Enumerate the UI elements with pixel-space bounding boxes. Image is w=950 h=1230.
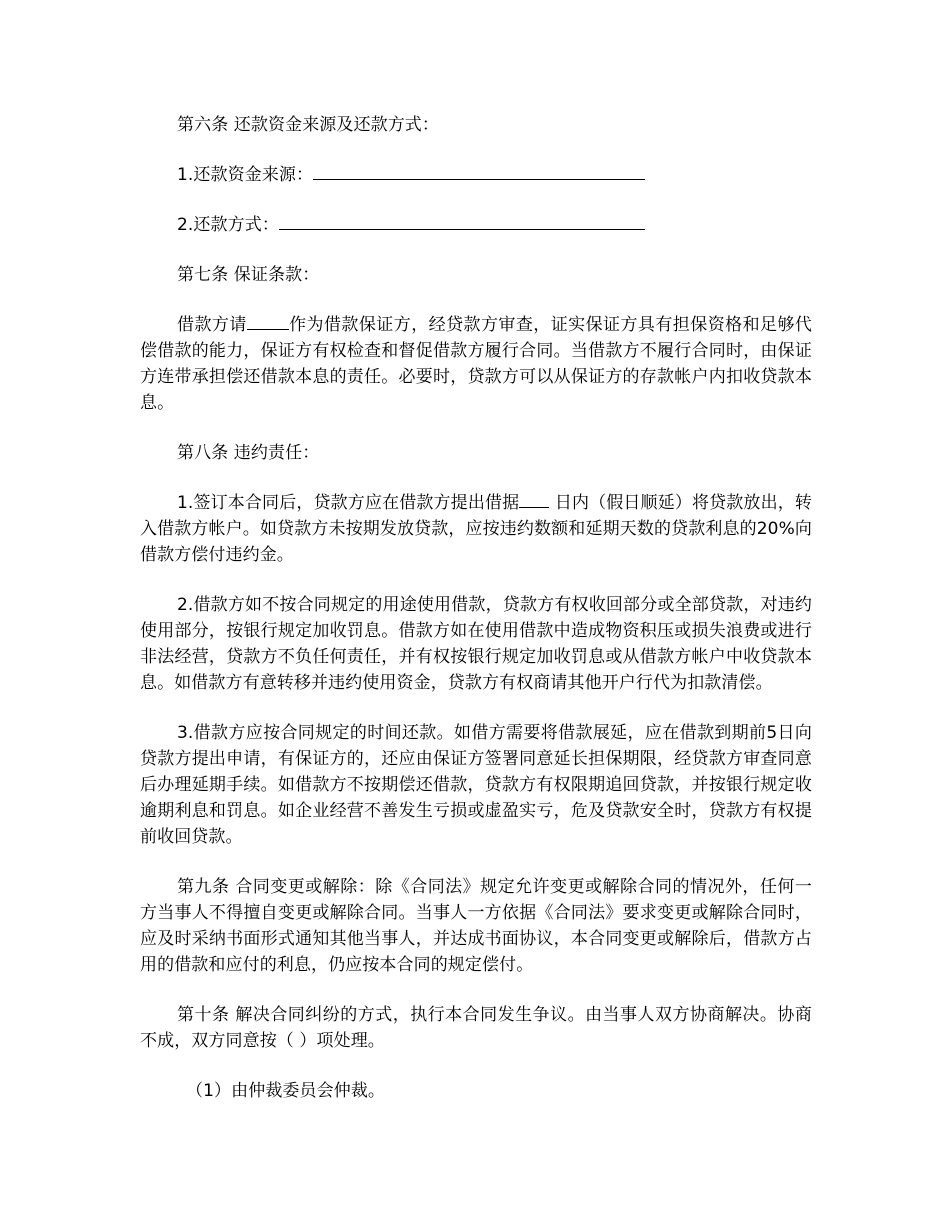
breach-clause-1 xyxy=(140,490,812,568)
breach-clause-2: 2.借款方如不按合同规定的用途使用借款，贷款方有权收回部分或全部贷款，对违约使用部分，按银行规定加收罚息。借款方如在使用借款中造成物资积压或损失浪费或进行非法经营，贷款方不负任何责任，并有权按银行规定加收罚息或从借款方帐户中收贷款本息。如借款方有意转移并违约使用资金，贷款方有权商请其他开户行代为扣款清偿。 xyxy=(140,595,812,693)
repayment-source-label: 1.还款资金来源： xyxy=(177,165,314,185)
arbitration-option-1: （1）由仲裁委员会仲裁。 xyxy=(186,1081,386,1101)
repayment-source-blank[interactable] xyxy=(313,162,645,180)
guarantee-clause xyxy=(140,312,812,416)
breach-clause-3: 3.借款方应按合同规定的时间还款。如借方需要将借款展延，应在借款到期前5日向贷款方提出申请，有保证方的，还应由保证方签署同意延长担保期限，经贷款方审查同意后办理延期手续。如借款方不按期偿还借款，贷款方有权限期追回贷款，并按银行规定收逾期利息和罚息。如企业经营不善发生亏损或虚盈实亏，危及贷款安全时，贷款方有权提前收回贷款。 xyxy=(140,723,812,847)
guarantee-clause-start: 借款方请 xyxy=(177,315,247,335)
repayment-source-line xyxy=(140,162,812,188)
guarantor-blank[interactable] xyxy=(247,312,289,330)
repayment-method-label: 2.还款方式： xyxy=(177,215,279,235)
guarantee-clause-rest: 作为借款保证方，经贷款方审查，证实保证方具有担保资格和足够代偿借款的能力，保证方有权检查和督促借款方履行合同。当借款方不履行合同时，由保证方连带承担偿还借款本息的责任。必要时，贷款方可以从保证方的存款帐户内扣收贷款本息。 xyxy=(140,315,812,413)
breach-clause-1-start: 1.签订本合同后，贷款方应在借款方提出借据 xyxy=(177,493,520,513)
article-7-heading: 第七条 保证条款： xyxy=(177,265,320,285)
article-10-paragraph: 第十条 解决合同纠纷的方式，执行本合同发生争议。由当事人双方协商解决。协商不成，双方同意按（ ）项处理。 xyxy=(140,1005,812,1051)
breach-clause-1-rest: 日内（假日顺延）将贷款放出，转入借款方帐户。如贷款方未按期发放贷款，应按违约数额和延期天数的贷款利息的20%向借款方偿付违约金。 xyxy=(140,493,812,565)
article-8-heading: 第八条 违约责任： xyxy=(177,443,320,463)
repayment-method-line xyxy=(140,212,812,238)
repayment-method-blank[interactable] xyxy=(279,212,645,230)
article-6-heading: 第六条 还款资金来源及还款方式： xyxy=(177,115,440,135)
days-blank[interactable] xyxy=(519,490,549,508)
article-9-paragraph: 第九条 合同变更或解除：除《合同法》规定允许变更或解除合同的情况外，任何一方当事人不得擅自变更或解除合同。当事人一方依据《合同法》要求变更或解除合同时，应及时采纳书面形式通知其他当事人，并达成书面协议，本合同变更或解除后，借款方占用的借款和应付的利息，仍应按本合同的规定偿付。 xyxy=(140,877,812,975)
